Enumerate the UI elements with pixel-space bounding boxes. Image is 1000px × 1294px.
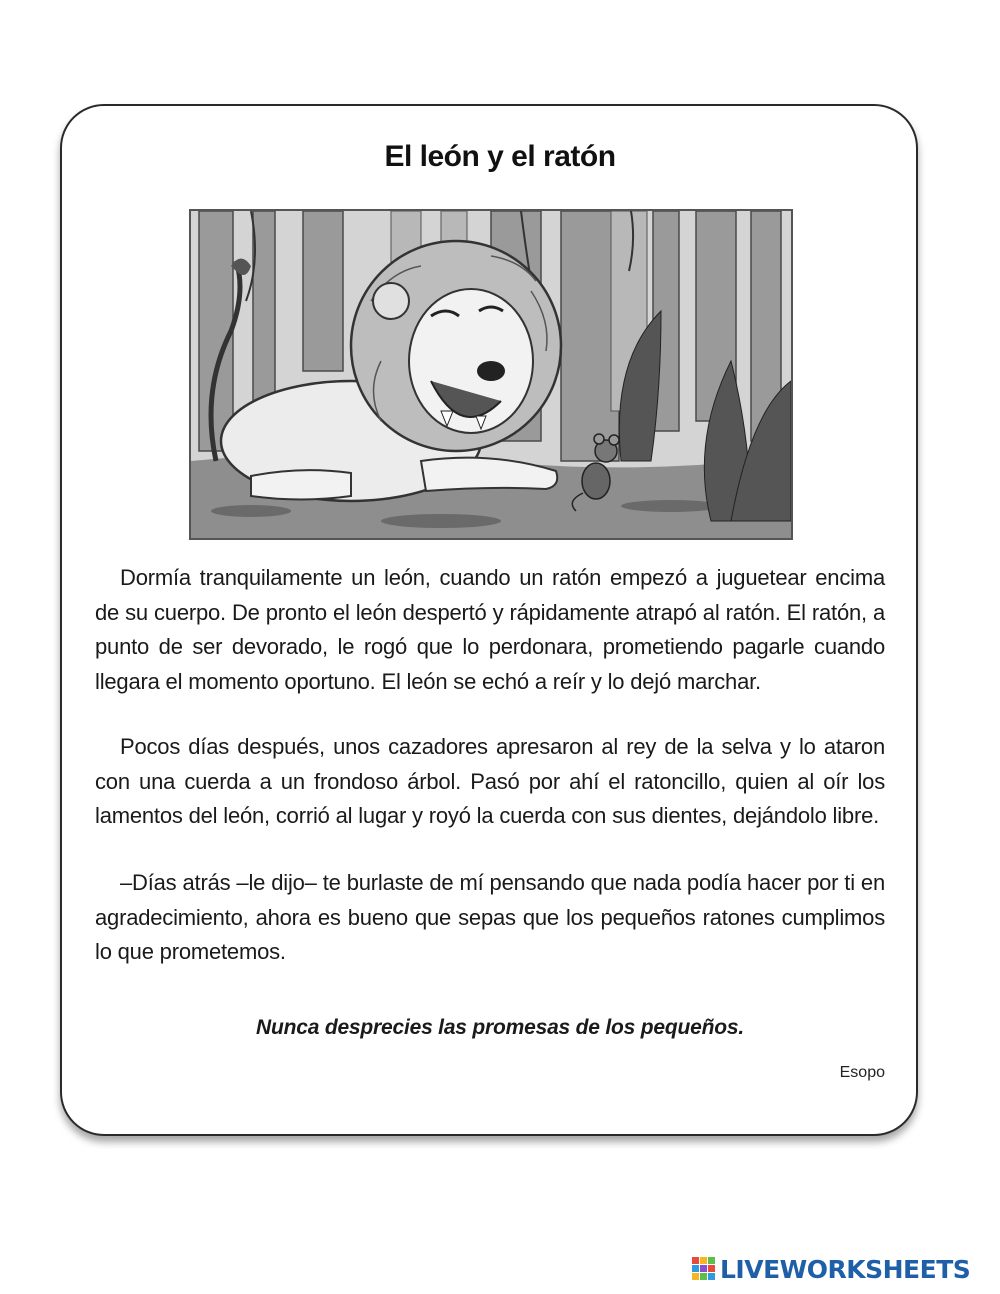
lion-and-mouse-illustration <box>189 209 793 540</box>
story-title: El león y el ratón <box>384 140 616 173</box>
paragraph-2: Pocos días después, unos cazadores apresaron al rey de la selva y lo ataron con una cuerda a un frondoso árbol. Pasó por ahí el ratoncillo, quien al oír los lamentos del león, corrió al lugar y royó la cuerda con sus dientes, dejándolo libre. <box>95 734 885 828</box>
liveworksheets-brand[interactable] <box>692 1253 970 1285</box>
story-moral: Nunca desprecies las promesas de los pequeños. <box>256 1016 744 1039</box>
story-author: Esopo <box>839 1064 885 1081</box>
liveworksheets-logo-icon <box>692 1257 716 1281</box>
paragraph-1: Dormía tranquilamente un león, cuando un ratón empezó a juguetear encima de su cuerpo. De pronto el león despertó y rápidamente atrapó al ratón. El ratón, a punto de ser devorado, le rogó que lo perdonara, prometiendo pagarle cuando llegara el momento oportuno. El león se echó a reír y lo dejó marchar. <box>95 565 885 694</box>
paragraph-3: –Días atrás –le dijo– te burlaste de mí pensando que nada podía hacer por ti en agradecimiento, ahora es bueno que sepas que los pequeños ratones cumplimos lo que prometemos. <box>95 870 885 964</box>
liveworksheets-brand-name: LIVEWORKSHEETS <box>720 1254 971 1284</box>
